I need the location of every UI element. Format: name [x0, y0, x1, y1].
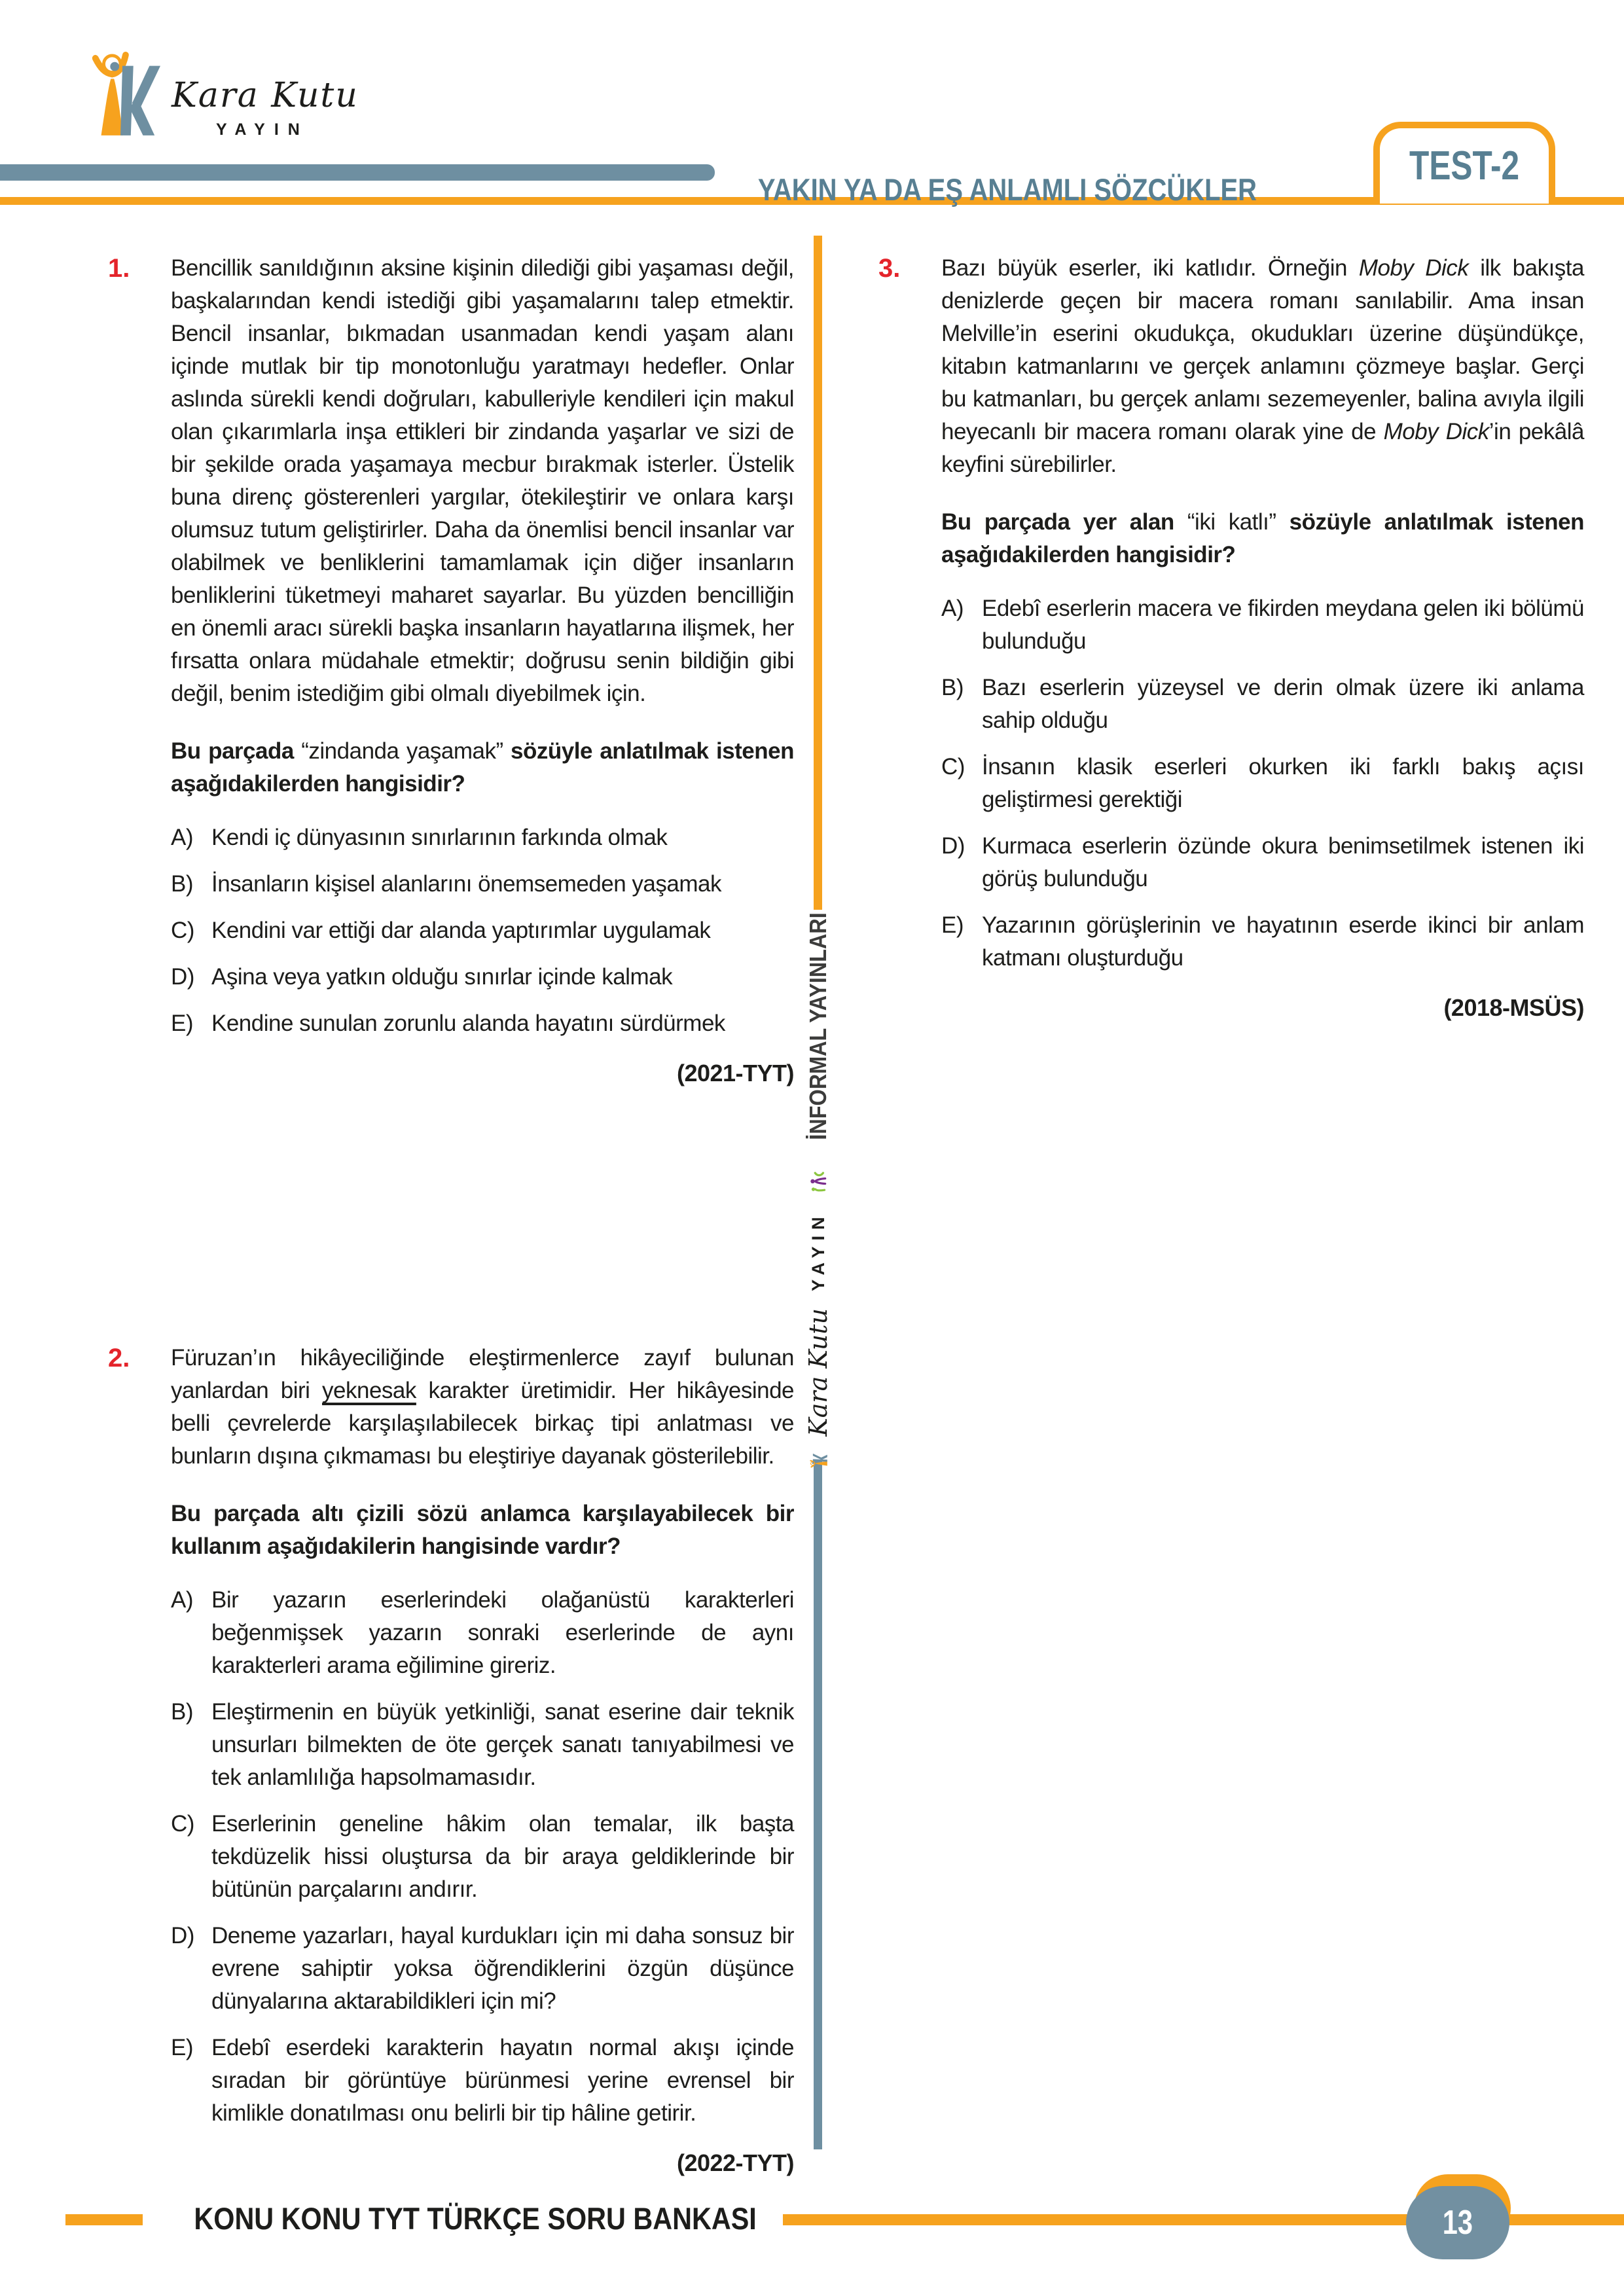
brand-name: Kara Kutu [171, 76, 359, 115]
divider-brand [799, 900, 837, 1469]
source-tag: (2022-TYT) [676, 2149, 794, 2176]
footer-left-bar [65, 2214, 143, 2225]
source-tag: (2018-MSÜS) [1443, 994, 1584, 1021]
question-stem: Bu parçada yer alan “iki katlı” sözüyle anlatılmak istenen aşağıdakilerden hangisidir? [941, 509, 1584, 567]
question-number: 2. [108, 1344, 130, 1372]
divider-orange-line [814, 236, 822, 910]
options-list [171, 821, 794, 1040]
option-letter: D) [941, 833, 965, 859]
question-paragraph: Bazı büyük eserler, iki katlıdır. Örneğin Moby Dick ilk bakışta denizlerde geçen bir macera romanı sanılabilir. Ama insan Melville’in eserini okudukça, okudukları üzerine düşündükçe, kitabın katmanlarını ve gerçek anlamını çözmeye başlar. Gerçi bu katmanları, bu gerçek anlamı sezemeyenler, balina avıyla ilgili heyecanlı bir macera romanı olarak yine de Moby Dick’in pekâlâ keyfini sürebilirler. [941, 255, 1584, 477]
option-letter: B) [171, 1699, 193, 1725]
underlined-word: yeknesak [322, 1378, 416, 1403]
brand-logo [84, 46, 359, 139]
option-text: Kendine sunulan zorunlu alanda hayatını sürdürmek [211, 1011, 725, 1036]
option-letter: B) [171, 871, 193, 897]
question-3 [878, 252, 1584, 1024]
option-letter: C) [171, 918, 194, 943]
option-e [171, 2032, 794, 2130]
option-b [171, 1696, 794, 1794]
option-text: Deneme yazarları, hayal kurdukları için mi daha sonsuz bir evrene sahiptir yoksa öğrendiklerini özgün düşünce dünyalarına aktarabildikleri için mi? [211, 1923, 794, 2014]
option-d [171, 1920, 794, 2018]
question-paragraph: Füruzan’ın hikâyeciliğinde eleştirmenlerce zayıf bulunan yanlardan biri yeknesak karakter üretimidir. Her hikâyesinde belli çevrelerde karşılaşılabilecek birkaç tipi anlatması ve bunların dışına çıkmaması bu eleştiriye dayanak gösterilebilir. [171, 1345, 794, 1469]
option-text: Kurmaca eserlerin özünde okura benimsetilmek istenen iki görüş bulunduğu [982, 833, 1584, 891]
question-1 [108, 252, 794, 1090]
question-stem: Bu parçada altı çizili sözü anlamca karşılayabilecek bir kullanım aşağıdakilerin hangisinde vardır? [171, 1501, 794, 1559]
option-text: Bazı eserlerin yüzeysel ve derin olmak üzere iki anlama sahip olduğu [982, 675, 1584, 733]
mini-brand-icon [805, 1454, 831, 1469]
option-a [171, 1584, 794, 1682]
option-c [171, 914, 794, 947]
option-text: Aşina veya yatkın olduğu sınırlar içinde kalmak [211, 964, 673, 990]
divider-slate-line [814, 1461, 822, 2149]
question-body [171, 1342, 794, 2179]
option-letter: E) [941, 912, 964, 938]
option-letter: C) [941, 754, 965, 780]
people-icon [805, 1170, 831, 1194]
question-paragraph: Bencillik sanıldığının aksine kişinin dilediği gibi yaşaması değil, başkalarından kendi istediği gibi yaşamalarını talep etmektir. Bencil insanlar, bıkmadan usanmadan kendi yaşam alanı içinde mutlak bir tip monotonluğu yaratmayı hedefler. Onlar aslında sürekli kendi doğruları, kabulleriyle kendileri için makul olan çıkarımlarla inşa ettikleri bir zindanda yaşarlar ve sizi de bir şekilde orada yaşamaya mecbur bırakmak isterler. Üstelik buna direnç gösterenleri yargılar, ötekileştirir ve onlara karşı olumsuz tutum geliştirirler. Daha da önemlisi bencil insanlar var olabilmek ve benliklerini tamamlamak için diğer insanların benliklerini tüketmeyi maharet sayarlar. Bu yüzden bencilliğin en önemli aracı sürekli başka insanların hayatlarına ilişmek, her fırsatta onlara müdahale etmektir; doğrusu senin bildiğin gibi değil, benim istediğim gibi olmalı diyebilmek için. [171, 255, 794, 706]
test-label: TEST-2 [1409, 143, 1520, 188]
brand-logo-icon [84, 46, 161, 137]
option-letter: B) [941, 675, 964, 700]
option-b [941, 672, 1584, 737]
question-2 [108, 1342, 794, 2179]
question-body [171, 252, 794, 1090]
option-letter: A) [171, 825, 193, 850]
option-letter: A) [941, 596, 964, 621]
option-letter: E) [171, 2035, 193, 2060]
option-text: Edebî eserlerin macera ve fikirden meydana gelen iki bölümü bulunduğu [982, 596, 1584, 654]
option-text: Eleştirmenin en büyük yetkinliği, sanat eserine dair teknik unsurları bilmekten de öte gerçek sanatı tanıyabilmesi ve tek anlamlılığa hapsolmamasıdır. [211, 1699, 794, 1790]
option-d [171, 961, 794, 994]
option-text: Kendi iç dünyasının sınırlarının farkında olmak [211, 825, 668, 850]
page-badge [1406, 2186, 1509, 2259]
option-b [171, 868, 794, 901]
question-body [941, 252, 1584, 1024]
option-c [171, 1808, 794, 1906]
question-stem: Bu parçada “zindanda yaşamak” sözüyle anlatılmak istenen aşağıdakilerden hangisidir? [171, 738, 794, 797]
option-letter: C) [171, 1811, 194, 1837]
option-text: Edebî eserdeki karakterin hayatın normal akışı içinde sıradan bir görüntüye bürünmesi yerine evrensel bir kimlikle donatılması onu belirli bir tip hâline getirir. [211, 2035, 794, 2126]
option-text: Eserlerinin geneline hâkim olan temalar, ilk başta tekdüzelik hissi oluştursa da bir araya geldiklerinde bir bütünün parçalarını andırır. [211, 1811, 794, 1902]
header-slate-bar [0, 164, 715, 181]
options-list [941, 592, 1584, 975]
test-box [1373, 122, 1555, 204]
option-a [941, 592, 1584, 658]
option-letter: E) [171, 1011, 193, 1036]
option-e [171, 1007, 794, 1040]
page-number: 13 [1442, 2204, 1473, 2242]
option-letter: A) [171, 1587, 193, 1613]
option-c [941, 751, 1584, 816]
divider-imprint: İNFORMAL YAYINLARI [804, 912, 831, 1140]
option-text: İnsanın klasik eserleri okurken iki farklı bakış açısı geliştirmesi gerektiği [982, 754, 1584, 812]
option-letter: D) [171, 964, 194, 990]
options-list [171, 1584, 794, 2130]
source-tag: (2021-TYT) [676, 1060, 794, 1086]
option-letter: D) [171, 1923, 194, 1948]
question-number: 3. [878, 254, 901, 283]
question-number: 1. [108, 254, 130, 283]
brand-text [171, 46, 359, 139]
brand-subtitle: YAYIN [216, 120, 309, 139]
option-e [941, 909, 1584, 975]
divider-brand-script: Kara Kutu [804, 1308, 833, 1437]
footer-title: KONU KONU TYT TÜRKÇE SORU BANKASI [194, 2201, 757, 2236]
option-text: İnsanların kişisel alanlarını önemsemeden yaşamak [211, 871, 721, 897]
option-text: Kendini var ettiği dar alanda yaptırımlar uygulamak [211, 918, 711, 943]
option-a [171, 821, 794, 854]
section-title: YAKIN YA DA EŞ ANLAMLI SÖZCÜKLER [757, 172, 1257, 207]
option-d [941, 830, 1584, 895]
italic-title: Moby Dick [1358, 255, 1469, 281]
option-text: Yazarının görüşlerinin ve hayatının eserde ikinci bir anlam katmanı oluşturduğu [982, 912, 1584, 971]
option-text: Bir yazarın eserlerindeki olağanüstü karakterleri beğenmişsek yazarın sonraki eserlerinde de aynı karakterleri arama eğilimine gireriz. [211, 1587, 794, 1678]
italic-title: Moby Dick [1383, 419, 1489, 444]
divider-brand-sub: YAYIN [808, 1211, 828, 1291]
